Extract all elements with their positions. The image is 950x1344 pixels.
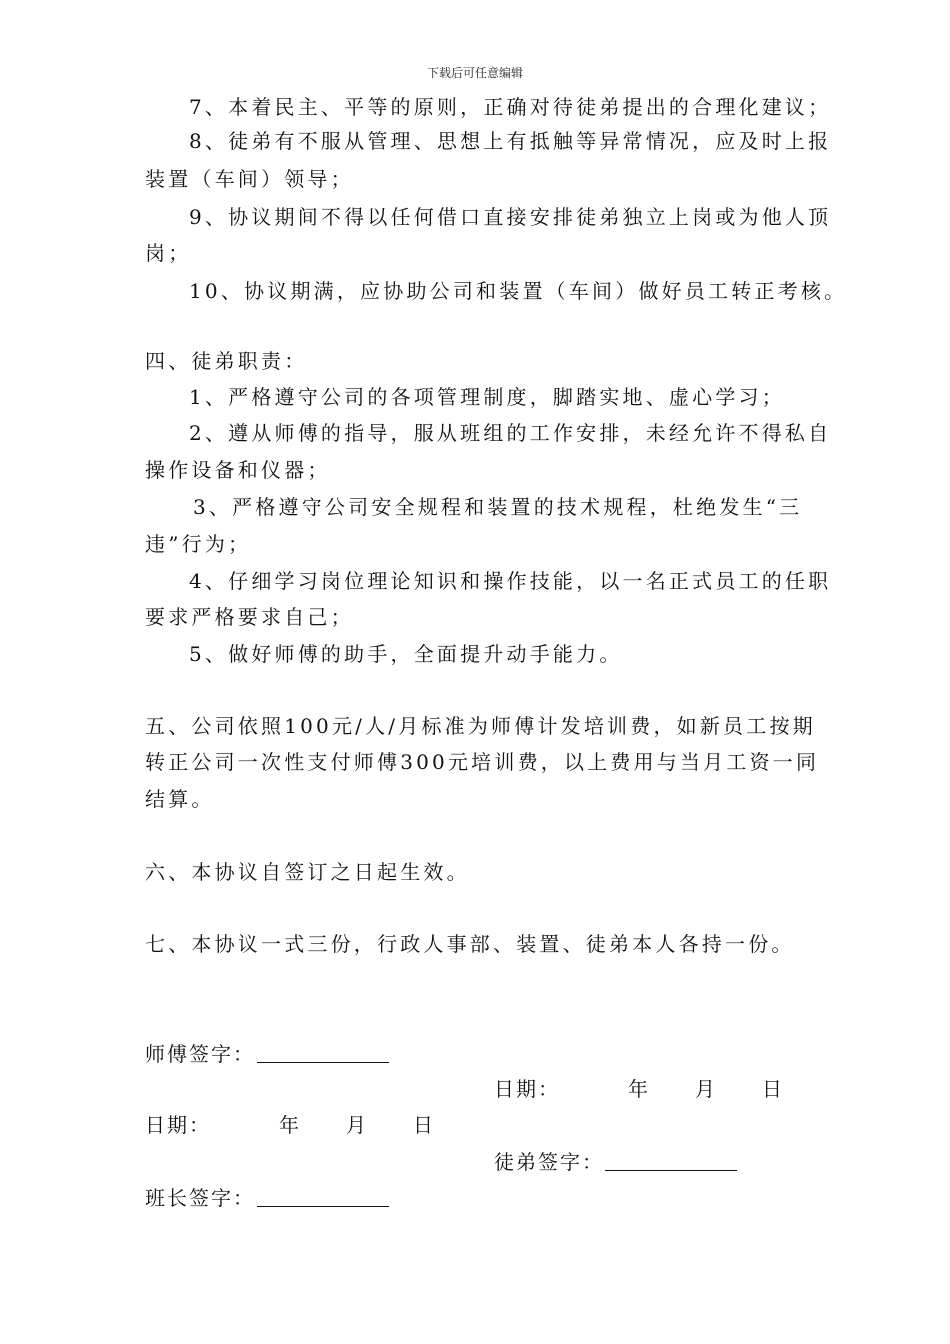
apprentice-signature-label: 徒弟签字： <box>494 1150 604 1174</box>
clause-9-line2: 岗； <box>145 241 192 265</box>
duty-5: 5、做好师傅的助手，全面提升动手能力。 <box>189 642 623 666</box>
duty-3-line2: 违”行为； <box>145 532 252 556</box>
master-date-label: 日期： <box>145 1113 211 1137</box>
apprentice-signature-line[interactable] <box>605 1170 737 1171</box>
section-5-line1: 五、公司依照100元/人/月标准为师傅计发培训费，如新员工按期 <box>145 714 816 738</box>
duty-4-line1: 4、仔细学习岗位理论知识和操作技能，以一名正式员工的任职 <box>189 569 832 593</box>
duty-3-line1: 3、严格遵守公司安全规程和装置的技术规程，杜绝发生“三 <box>193 495 803 519</box>
apprentice-date-year: 年 <box>628 1077 648 1101</box>
duty-2-line2: 操作设备和仪器； <box>145 458 331 482</box>
apprentice-date-label: 日期： <box>494 1077 560 1101</box>
clause-8-line1: 8、徒弟有不服从管理、思想上有抵触等异常情况，应及时上报 <box>189 129 832 153</box>
apprentice-date-month: 月 <box>695 1077 715 1101</box>
section-4-title: 四、徒弟职责： <box>145 349 308 373</box>
section-6: 六、本协议自签订之日起生效。 <box>145 860 470 884</box>
leader-signature-label: 班长签字： <box>145 1186 255 1210</box>
master-date-month: 月 <box>346 1113 366 1137</box>
duty-2-line1: 2、遵从师傅的指导，服从班组的工作安排，未经允许不得私自 <box>189 421 832 445</box>
apprentice-date-day: 日 <box>762 1077 782 1101</box>
page-header-note: 下载后可任意编辑 <box>426 66 523 80</box>
clause-7: 7、本着民主、平等的原则，正确对待徒弟提出的合理化建议； <box>189 95 832 119</box>
leader-signature-line[interactable] <box>257 1206 389 1207</box>
master-signature-label: 师傅签字： <box>145 1042 255 1066</box>
master-signature-line[interactable] <box>257 1062 389 1063</box>
duty-4-line2: 要求严格要求自己； <box>145 605 354 629</box>
clause-10: 10、协议期满，应协助公司和装置（车间）做好员工转正考核。 <box>189 279 848 303</box>
section-5-line2: 转正公司一次性支付师傅300元培训费，以上费用与当月工资一同 <box>145 750 820 774</box>
section-7: 七、本协议一式三份，行政人事部、装置、徒弟本人各持一份。 <box>145 932 795 956</box>
clause-8-line2: 装置（车间）领导； <box>145 167 354 191</box>
duty-1: 1、严格遵守公司的各项管理制度，脚踏实地、虚心学习； <box>189 385 785 409</box>
master-date-year: 年 <box>279 1113 299 1137</box>
master-date-day: 日 <box>413 1113 433 1137</box>
clause-9-line1: 9、协议期间不得以任何借口直接安排徒弟独立上岗或为他人顶 <box>189 205 832 229</box>
section-5-line3: 结算。 <box>145 787 215 811</box>
